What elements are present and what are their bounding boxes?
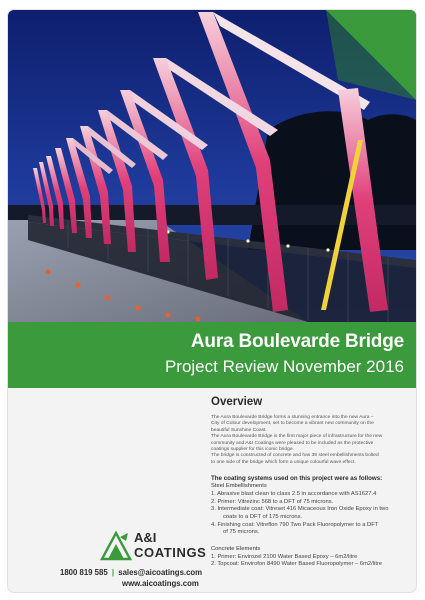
- list-item-text: 1. Primer: Envirozel 2100 Water Based Epoxy – 6m2/litre: [211, 553, 358, 560]
- phone-number[interactable]: 1800 819 585: [60, 568, 108, 577]
- overview-heading: Overview: [211, 396, 263, 408]
- arrow-triangle-logo-icon: [100, 531, 132, 566]
- email-link[interactable]: sales@aicoatings.com: [118, 568, 203, 577]
- content-column: [211, 396, 411, 569]
- list-item-continuation: of 75 microns.: [223, 529, 260, 536]
- list-item-text: 1. Abrasive blast clean to class 2.5 in accordance with AS1627.4: [211, 491, 377, 498]
- list-item-continuation: coats to a DFT of 175 microns.: [223, 514, 303, 521]
- brand-name-line2: COATINGS: [134, 545, 207, 560]
- list-item: [211, 499, 411, 507]
- steel-heading: Steel Embellishments: [211, 483, 267, 490]
- list-item: [211, 491, 411, 499]
- website-link[interactable]: www.aicoatings.com: [122, 579, 199, 588]
- coatings-heading: The coating systems used on this project were as follows:: [211, 475, 383, 483]
- list-item: [211, 506, 411, 521]
- project-review-page: [8, 10, 416, 592]
- title-band: [8, 322, 416, 388]
- bridge-photo-illustration: [8, 10, 416, 322]
- list-item-text: 2. Topcoat: Envirofon 8490 Water Based Fluoropolymer – 6m2/litre: [211, 561, 383, 568]
- overview-line: The Aura Boulevarde Bridge is the first major piece of infrastructure for the new: [211, 434, 383, 440]
- overview-line: The bridge is constructed of concrete and has 39 steel embellishments bolted: [211, 453, 379, 459]
- list-item: [211, 554, 411, 562]
- concrete-heading: Concrete Elements: [211, 545, 261, 552]
- brand-name-line1: A&I: [134, 530, 157, 545]
- concrete-list: [211, 554, 411, 569]
- bridge-photo: [8, 10, 416, 322]
- overview-line: coatings supplier for this iconic bridge.: [211, 447, 294, 453]
- list-item: [211, 522, 411, 537]
- overview-text: [211, 415, 411, 466]
- overview-line: City of Colour development, set to become a vibrant new community on the: [211, 421, 374, 427]
- contact-separator: |: [111, 568, 115, 577]
- list-item-text: 4. Finishing coat: Vitreflon 790 Two Pack Fluoropolymer to a DFT: [211, 521, 379, 528]
- overview-line: community and A&I Coatings were pleased to be included as the protective: [211, 440, 374, 446]
- contact-line: [60, 568, 202, 577]
- list-item: [211, 561, 411, 569]
- overview-line: to one side of the bridge which form a unique colourful wave effect.: [211, 459, 356, 465]
- page-subtitle: Project Review November 2016: [164, 357, 404, 376]
- page-title: Aura Boulevarde Bridge: [190, 331, 404, 352]
- list-item-text: 2. Primer: Vitrezinc 568 to a DFT of 75 microns.: [211, 498, 334, 505]
- steel-list: [211, 491, 411, 537]
- overview-line: beautiful Sunshine Coast.: [211, 427, 267, 433]
- list-item-text: 3. Intermediate coat: Vitreset 416 Micaceous Iron Oxide Epoxy in two: [211, 506, 389, 513]
- overview-line: The Aura Boulevarde Bridge forms a stunning entrance into the new Aura –: [211, 415, 374, 420]
